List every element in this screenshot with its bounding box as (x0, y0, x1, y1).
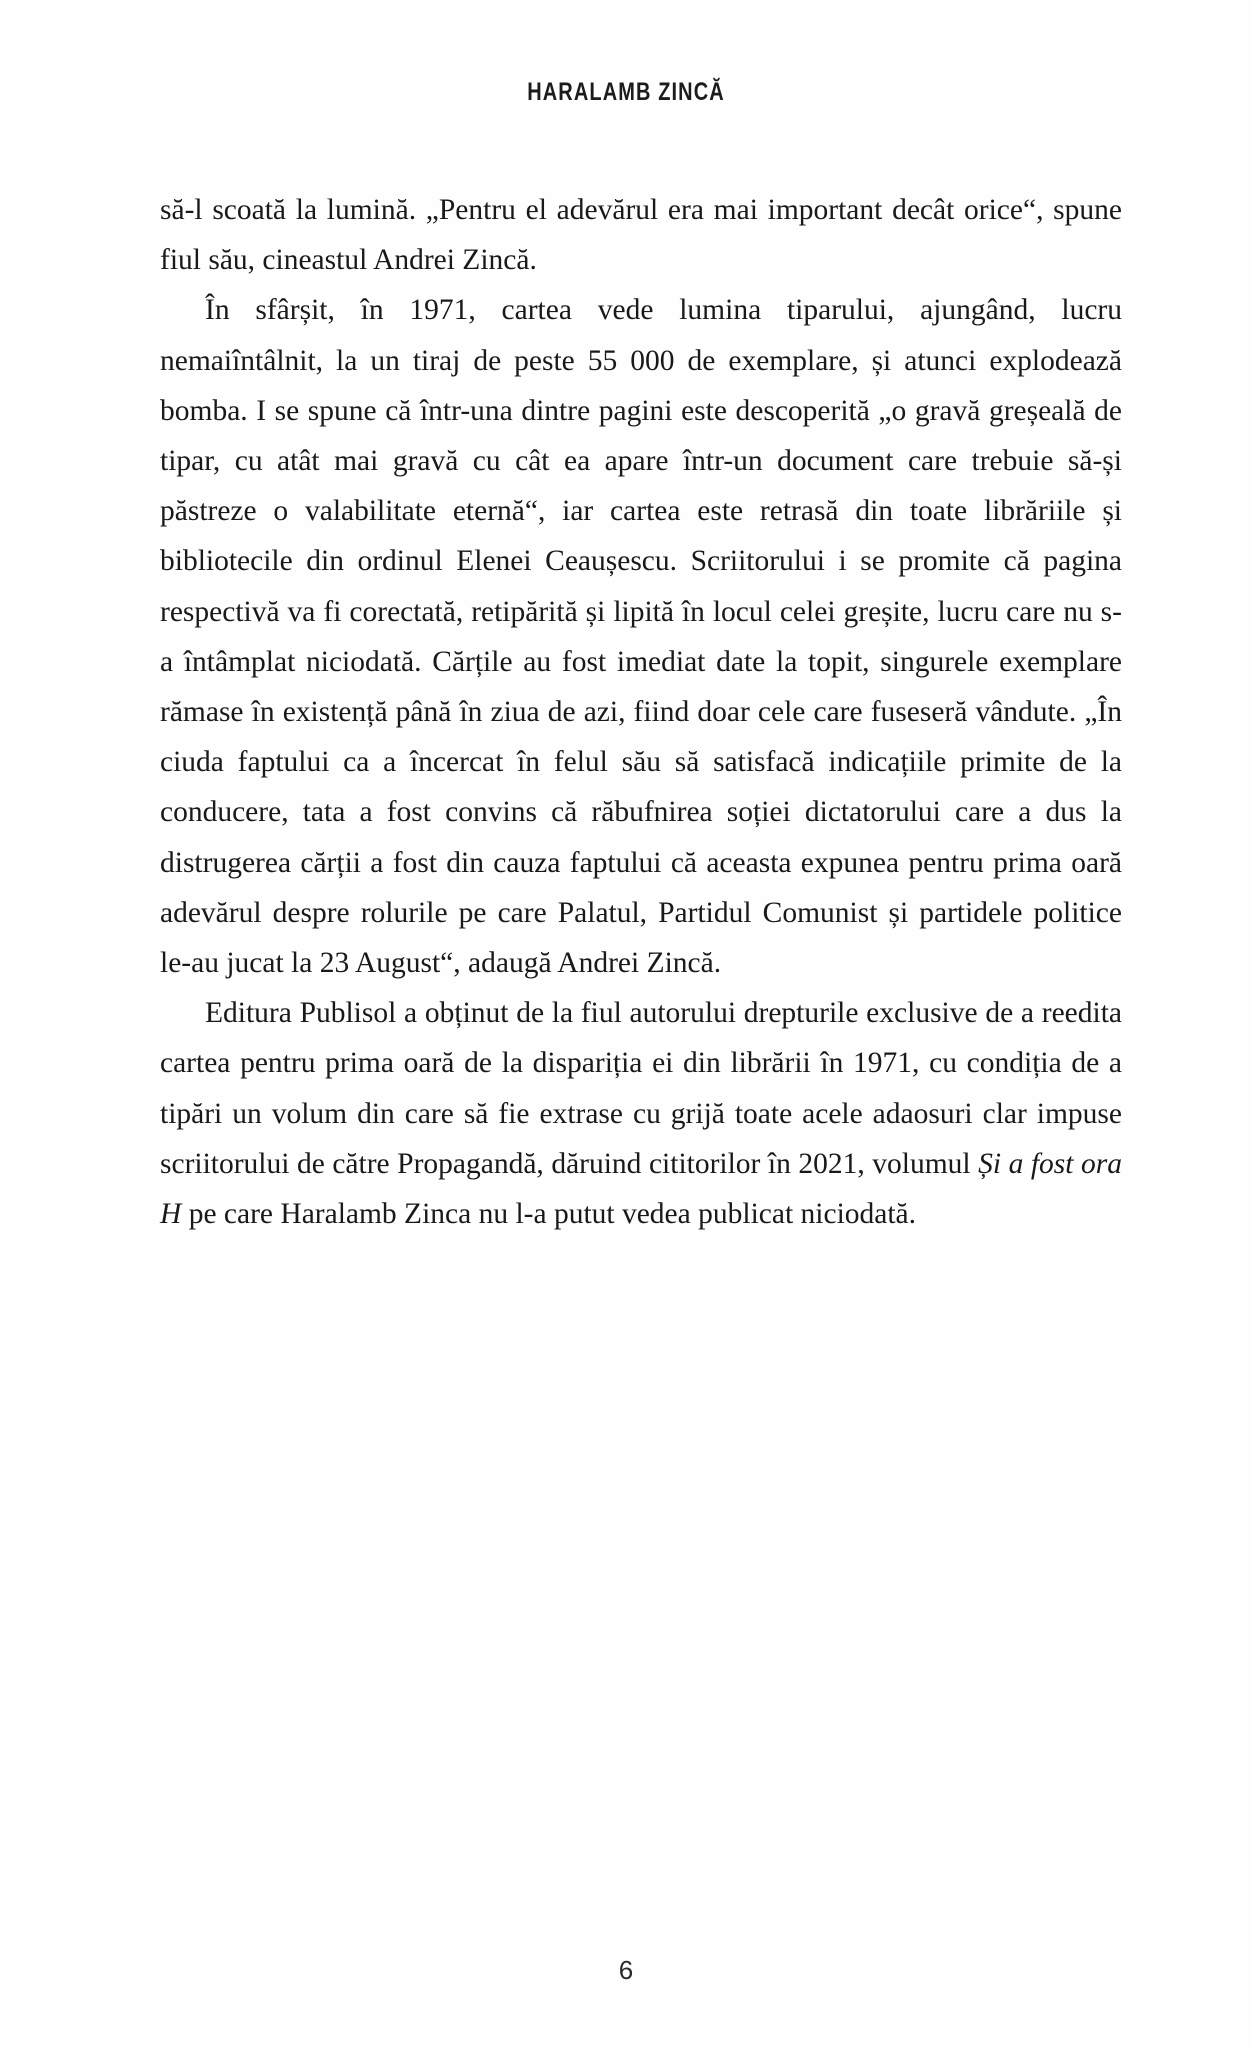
book-title-italic: Și a fost ora H (160, 1147, 1122, 1231)
page-number: 6 (618, 1955, 634, 1985)
paragraph-tiraj: În sfârșit, în 1971, cartea vede lumina tiparului, ajungând, lucru nemaiîntâlnit, la un tiraj de peste 55 000 de exemplare, și atunci explodează bomba. I se spune că într-una dintre pagini este descoperită „o gravă greșeală de tipar, cu atât mai gravă cu cât ea apare într-un document care trebuie să-și păstreze o valabilitate eternă“, iar cartea este retrasă din toate librăriile și bibliotecile din ordinul Elenei Ceaușescu. Scriitorului i se promite că pagina respectivă va fi corectată, retipărită și lipită în locul celei greșite, lucru care nu s-a întâmplat niciodată. Cărțile au fost imediat date la topit, singurele exemplare rămase în existență până în ziua de azi, fiind doar cele care fuseseră vândute. „În ciuda faptului ca a încercat în felul său să satisfacă indicațiile primite de la conducere, tata a fost convins că răbufnirea soției dictatorului care a dus la distrugerea cărții a fost din cauza faptului că aceasta expunea pentru prima oară adevărul despre rolurile pe care Palatul, Partidul Comunist și partidele politice le-au jucat la 23 August“, adaugă Andrei Zincă. (160, 294, 1122, 980)
body-text-block (160, 185, 1122, 1239)
paragraph-editura (160, 988, 1122, 1239)
paragraph-editura-segment-2: pe care Haralamb Zinca nu l-a putut vedea publicat niciodată. (181, 1198, 917, 1231)
running-head: HARALAMB ZINCĂ (527, 78, 725, 106)
paragraph-continued: să-l scoată la lumină. „Pentru el adevărul era mai important decât orice“, spune fiul său, cineastul Andrei Zincă. (160, 194, 1122, 277)
paragraph-editura-segment-1: Editura Publisol a obținut de la fiul autorului drepturile exclusive de a reedita cartea pentru prima oară de la dispariția ei din librării în 1971, cu condiția de a tipări un volum din care să fie extrase cu grijă toate acele adaosuri clar impuse scriitorului de către Propagandă, dăruind cititorilor în 2021, volumul (160, 997, 1122, 1180)
